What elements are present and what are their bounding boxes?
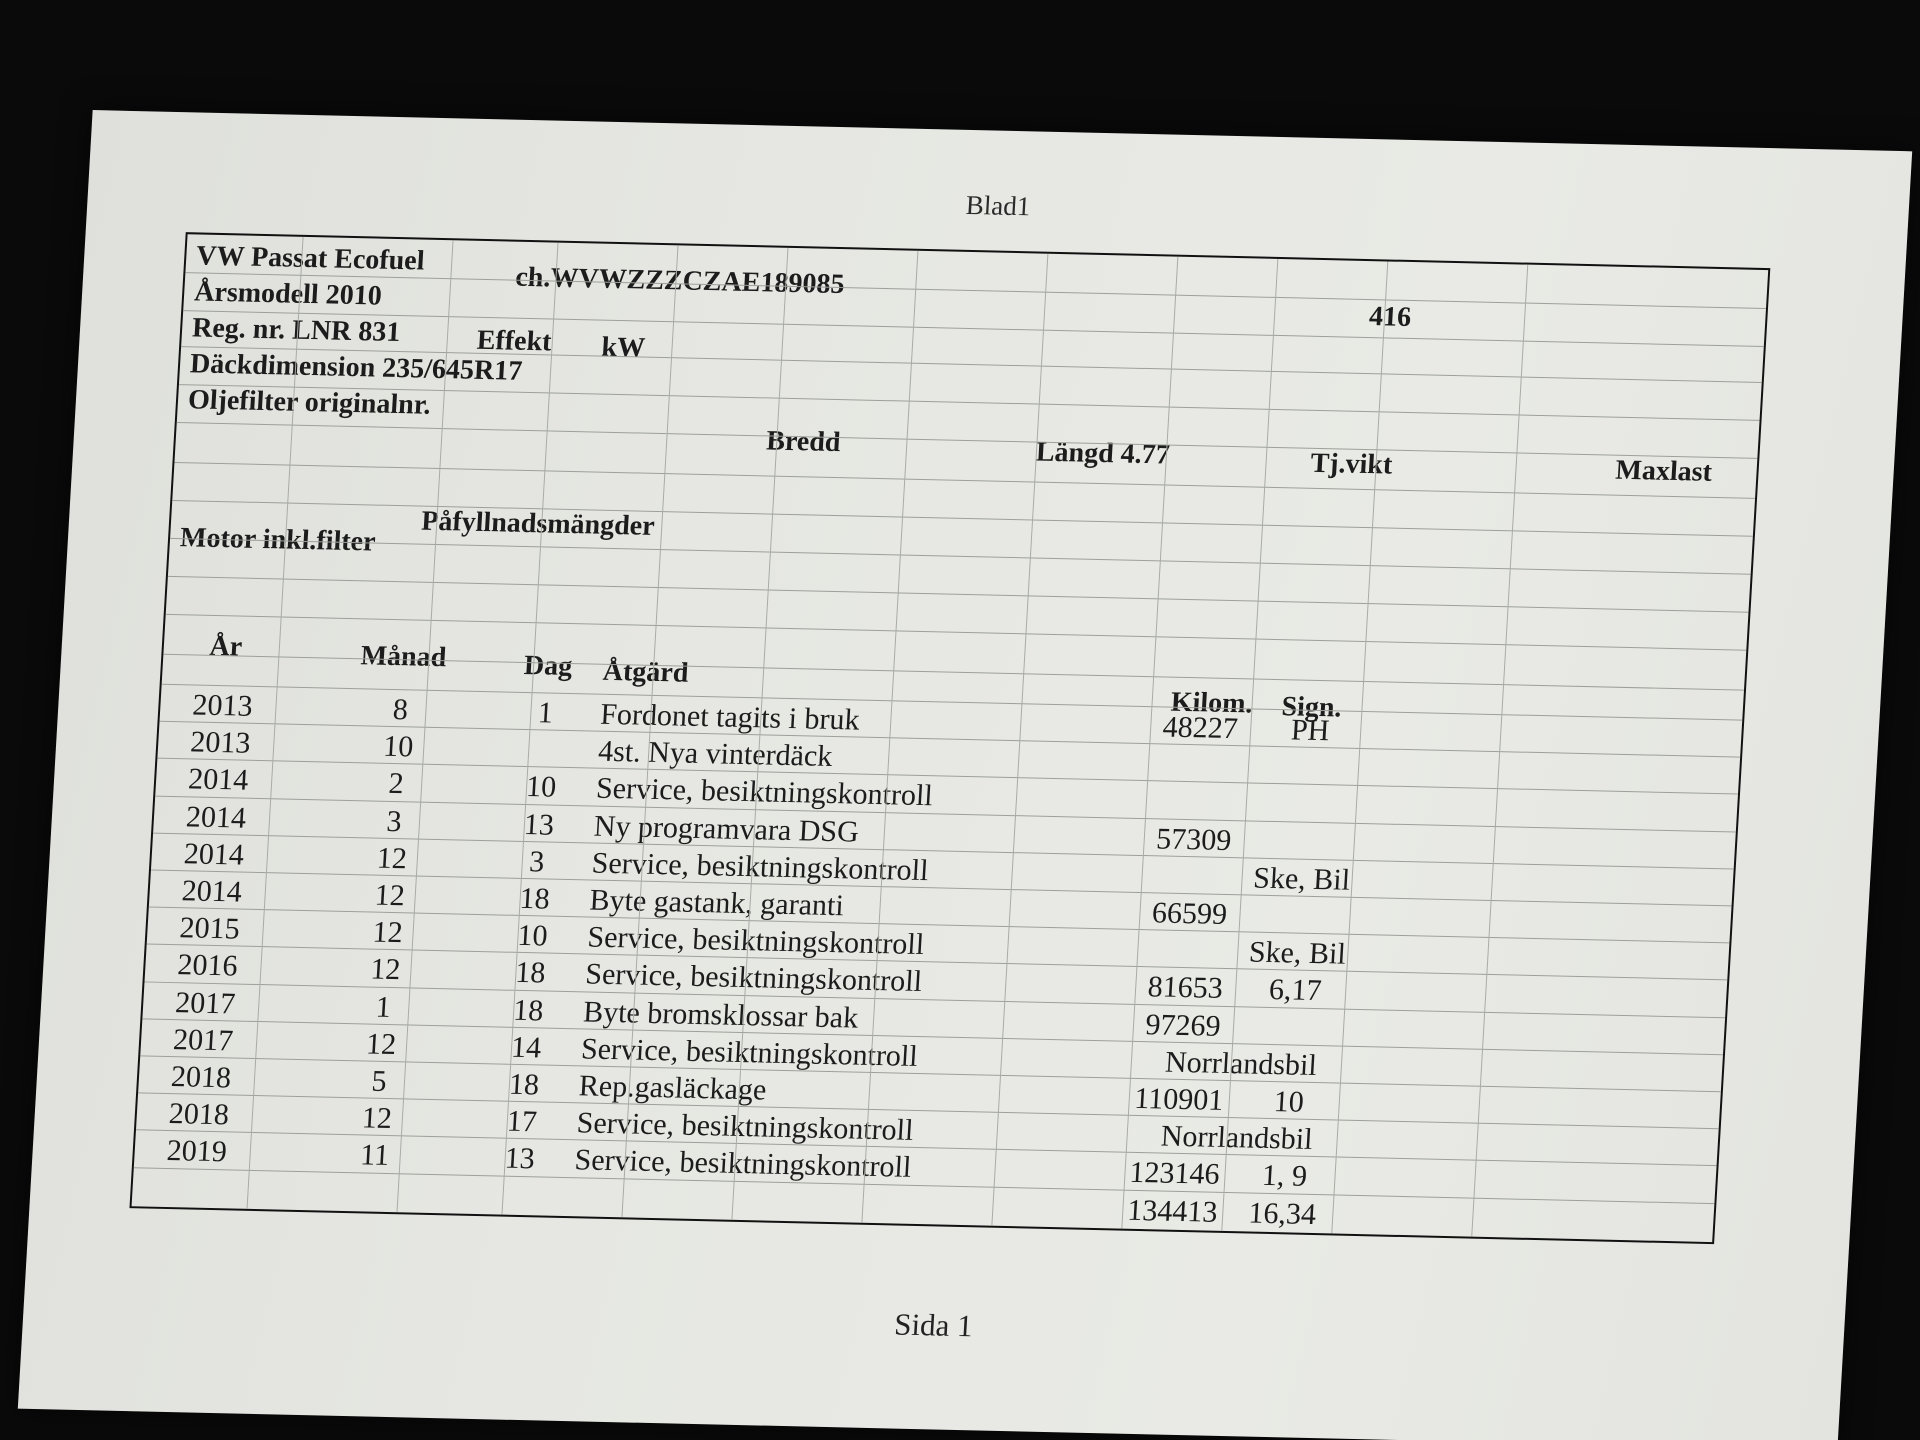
grid-line-horizontal	[134, 1167, 1715, 1204]
fill-quantities-heading: Påfyllnadsmängder	[420, 505, 656, 542]
cell-day: 17	[505, 1104, 538, 1139]
cell-month: 12	[360, 1101, 393, 1136]
cell-sign: PH	[1290, 713, 1331, 748]
tj-vikt-label: Tj.vikt	[1309, 447, 1394, 481]
grid-line-horizontal	[177, 422, 1758, 459]
cell-action: Rep.gasläckage	[578, 1069, 768, 1107]
grid-line-horizontal	[163, 649, 1744, 691]
cell-action: Ny programvara DSG	[593, 809, 860, 849]
registration-number: Reg. nr. LNR 831	[191, 312, 402, 349]
cell-sign: 16,34	[1247, 1196, 1318, 1231]
cell-action: Byte bromsklossar bak	[582, 995, 860, 1035]
code-416: 416	[1368, 301, 1413, 333]
cell-km-sign-merged: Norrlandsbil	[1159, 1119, 1314, 1157]
cell-year: 2016	[176, 948, 239, 983]
grid-line-horizontal	[172, 500, 1753, 537]
cell-year: 2018	[167, 1097, 230, 1132]
cell-action: Fordonet tagits i bruk	[599, 697, 861, 737]
bredd-label: Bredd	[765, 425, 842, 459]
header-km: Kilom.	[1169, 686, 1254, 720]
vehicle-log-table	[129, 232, 1770, 1244]
cell-action: Service, besiktningskontroll	[595, 772, 934, 813]
tyre-dimension: Däckdimension 235/645R17	[189, 348, 524, 387]
grid-line-horizontal	[185, 272, 1766, 312]
cell-year: 2017	[172, 1022, 235, 1058]
cell-year: 2014	[180, 874, 243, 909]
cell-year: 2014	[185, 799, 248, 835]
vehicle-model: VW Passat Ecofuel	[195, 240, 426, 277]
cell-sign: 1, 9	[1261, 1159, 1308, 1194]
cell-month: 1	[374, 990, 392, 1024]
maxlast-label: Maxlast	[1614, 454, 1713, 488]
cell-day: 18	[508, 1067, 540, 1102]
cell-year: 2018	[170, 1060, 233, 1095]
sheet-title: Blad1	[965, 189, 1032, 222]
cell-km: 123146	[1128, 1156, 1221, 1192]
cell-day: 10	[525, 770, 558, 805]
cell-action: Service, besiktningskontroll	[573, 1143, 913, 1185]
cell-month: 11	[359, 1138, 391, 1173]
cell-year: 2019	[165, 1134, 228, 1169]
cell-sign: 6,17	[1268, 973, 1323, 1008]
cell-km: 66599	[1151, 896, 1228, 931]
cell-day: 18	[512, 993, 545, 1028]
cell-km: 81653	[1146, 970, 1224, 1006]
cell-day: 18	[518, 881, 551, 916]
cell-day: 18	[514, 956, 547, 990]
chassis-number: ch.WVWZZZCZAE189085	[514, 261, 846, 301]
page-footer: Sida 1	[893, 1306, 974, 1344]
cell-month: 12	[373, 878, 406, 913]
cell-action: Service, besiktningskontroll	[580, 1032, 919, 1073]
printed-sheet	[18, 110, 1912, 1440]
effekt-unit: kW	[600, 331, 647, 364]
grid-line-horizontal	[170, 538, 1751, 575]
cell-month: 8	[392, 693, 409, 727]
cell-year: 2015	[178, 911, 241, 946]
cell-month: 12	[369, 952, 402, 987]
cell-month: 12	[365, 1027, 398, 1061]
cell-month: 12	[371, 915, 404, 950]
cell-action: Service, besiktningskontroll	[575, 1106, 915, 1148]
langd-label: Längd 4.77	[1035, 436, 1171, 471]
cell-km: 57309	[1155, 821, 1233, 857]
header-sign: Sign.	[1280, 691, 1343, 724]
cell-month: 3	[385, 804, 403, 838]
header-month: Månad	[359, 640, 448, 674]
header-day: Dag	[523, 649, 574, 683]
effekt-label: Effekt	[475, 324, 553, 358]
cell-km: 97269	[1144, 1007, 1222, 1043]
cell-km: 110901	[1133, 1081, 1225, 1117]
grid-line-horizontal	[168, 576, 1749, 613]
cell-year: 2014	[182, 837, 245, 872]
cell-day: 10	[516, 919, 549, 953]
cell-km: 134413	[1126, 1193, 1219, 1229]
grid-line-horizontal	[174, 462, 1755, 499]
cell-action: Service, besiktningskontroll	[586, 920, 926, 962]
cell-action: 4st. Nya vinterdäck	[597, 734, 834, 774]
cell-month: 5	[370, 1064, 388, 1098]
cell-sign: Ske, Bil	[1252, 861, 1351, 897]
motor-incl-filter: Motor inkl.filter	[179, 522, 377, 558]
cell-day: 14	[510, 1030, 543, 1065]
oil-filter: Oljefilter originalnr.	[187, 384, 432, 421]
cell-sign: 10	[1272, 1085, 1305, 1119]
cell-year: 2013	[189, 725, 252, 760]
cell-action: Byte gastank, garanti	[588, 883, 845, 923]
year-model: Årsmodell 2010	[193, 276, 383, 312]
cell-km: 48227	[1161, 710, 1239, 746]
cell-day: 1	[536, 696, 554, 730]
cell-year: 2014	[187, 762, 250, 798]
cell-month: 2	[387, 767, 405, 801]
cell-action: Service, besiktningskontroll	[584, 957, 923, 999]
cell-sign: Ske, Bil	[1248, 935, 1347, 971]
header-year: År	[208, 630, 244, 663]
grid-line-horizontal	[183, 310, 1764, 347]
cell-day: 13	[523, 807, 555, 842]
cell-month: 12	[375, 841, 408, 876]
cell-day: 13	[503, 1142, 536, 1176]
cell-year: 2013	[191, 688, 254, 723]
cell-day: 3	[528, 844, 546, 879]
cell-year: 2017	[174, 985, 237, 1021]
cell-month: 10	[382, 729, 415, 764]
cell-km-sign-merged: Norrlandsbil	[1164, 1045, 1318, 1082]
header-action: Åtgärd	[601, 655, 690, 689]
cell-action: Service, besiktningskontroll	[590, 846, 930, 887]
